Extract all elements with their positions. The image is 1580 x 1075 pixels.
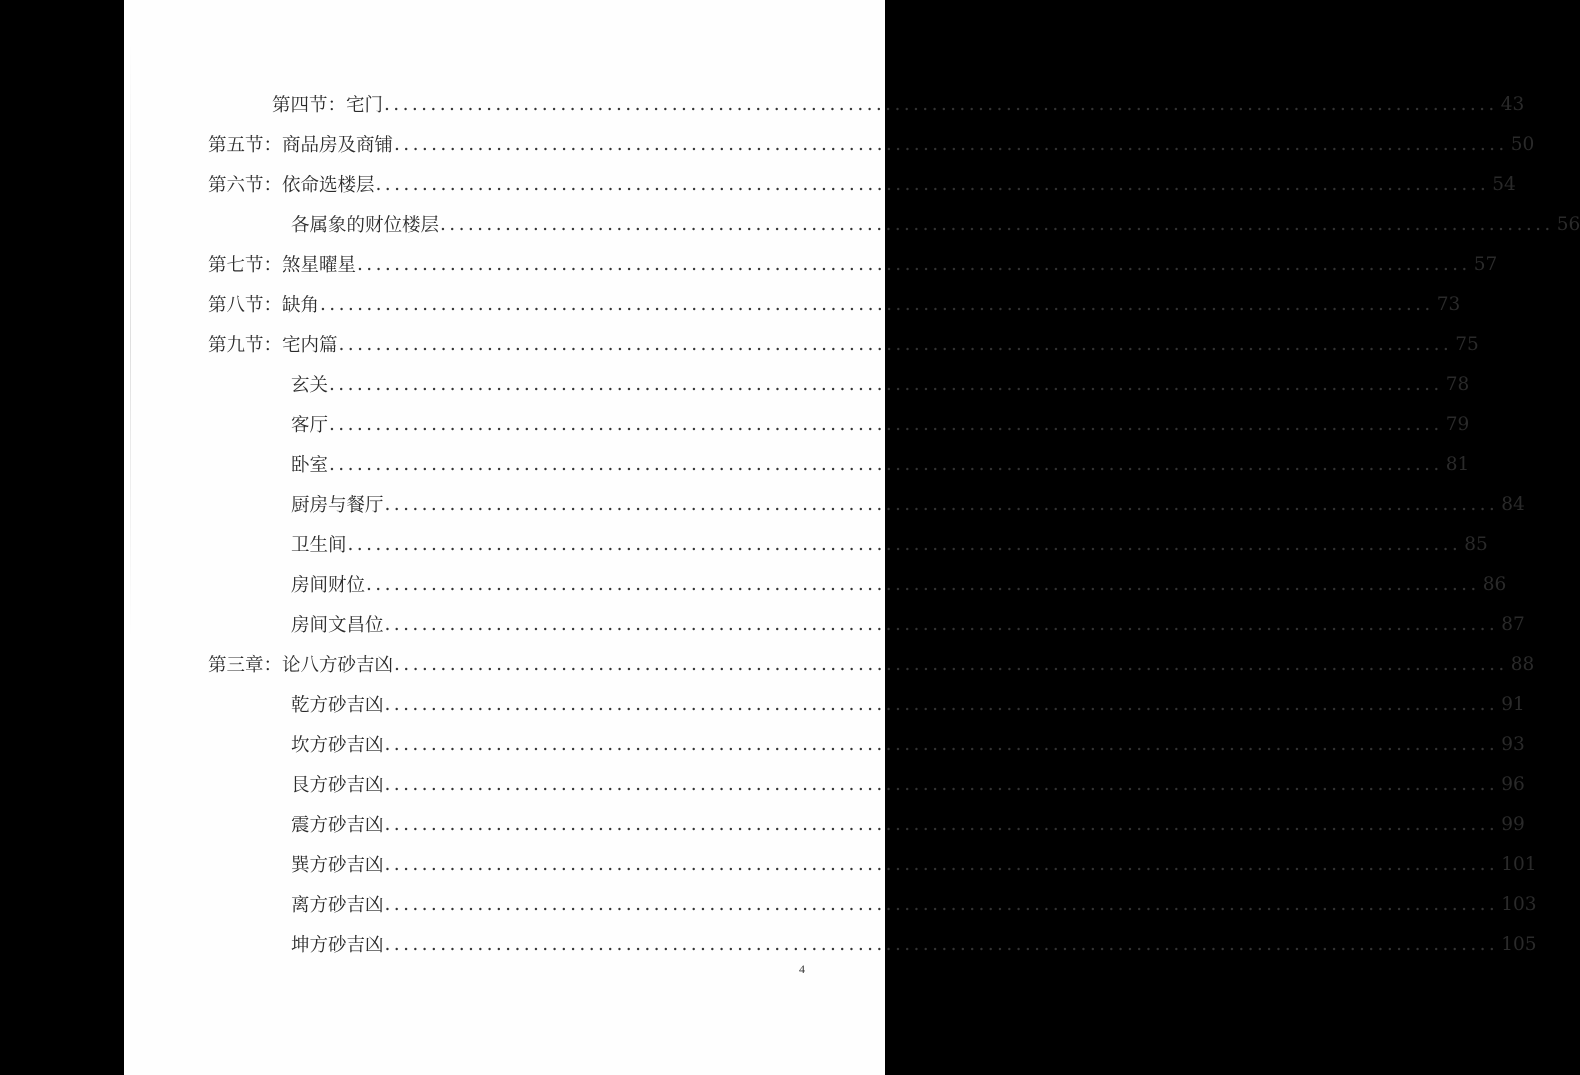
dot-leader: ........................................................................................................................ [394, 653, 1508, 675]
toc-entry-title: 房间文昌位 [291, 615, 384, 636]
toc-entry-title: 乾方砂吉凶 [291, 695, 384, 716]
toc-entry-sub [291, 924, 1537, 964]
toc-entry-page: 88 [1510, 653, 1535, 675]
dot-leader: ........................................................................................................................ [384, 813, 1499, 835]
toc-entry-page: 78 [1445, 373, 1470, 395]
dot-leader: ........................................................................................................................ [384, 93, 1498, 115]
toc-entry-title: 坎方砂吉凶 [291, 735, 384, 756]
toc-entry-page: 99 [1501, 813, 1525, 835]
dot-leader: ........................................................................................................................ [329, 453, 1443, 475]
toc-entry-page: 101 [1501, 853, 1537, 875]
toc-entry-sub [291, 564, 1507, 604]
dot-leader: ........................................................................................................................ [347, 533, 1462, 555]
toc-entry-page: 84 [1501, 493, 1525, 515]
toc-entry-title: 缺角 [282, 295, 320, 316]
toc-entry-sub [291, 804, 1525, 844]
dot-leader: ........................................................................................................................ [384, 893, 1499, 915]
dot-leader: ........................................................................................................................ [329, 373, 1443, 395]
dot-leader: ........................................................................................................................ [338, 333, 1453, 355]
toc-entry-title: 坤方砂吉凶 [291, 935, 384, 956]
toc-entry-sub [291, 204, 1580, 244]
toc-entry-title: 依命选楼层 [282, 175, 375, 196]
toc-entry-title: 论八方砂吉凶 [282, 655, 394, 676]
toc-entry-page: 85 [1464, 533, 1488, 555]
toc-entry-prefix: 第九节： [208, 335, 283, 356]
toc-entry-page: 103 [1501, 893, 1537, 915]
toc-entry-title: 客厅 [291, 415, 329, 436]
toc-entry-title: 卧室 [291, 455, 329, 476]
toc-entry-title: 艮方砂吉凶 [291, 775, 384, 796]
toc-entry-sub [291, 364, 1470, 404]
toc-entry-title: 离方砂吉凶 [291, 895, 384, 916]
toc-entry-page: 81 [1445, 453, 1470, 475]
dot-leader: ........................................................................................................................ [375, 173, 1490, 195]
dot-leader: ........................................................................................................................ [366, 573, 1480, 595]
toc-entry-page: 96 [1501, 773, 1525, 795]
dot-leader: ........................................................................................................................ [384, 773, 1499, 795]
toc-entry-section-8 [208, 284, 1461, 324]
toc-entry-section-6 [208, 164, 1516, 204]
dot-leader: ........................................................................................................................ [384, 933, 1499, 955]
toc-entry-sub [291, 524, 1488, 564]
toc-entry-section-7 [208, 244, 1498, 284]
dot-leader: ........................................................................................................................ [384, 853, 1499, 875]
toc-entry-page: 73 [1436, 293, 1461, 315]
toc-entry-section-4-gate [272, 84, 1525, 124]
toc-entry-title: 各属象的财位楼层 [291, 215, 440, 236]
toc-entry-page: 43 [1500, 93, 1525, 115]
dot-leader: ........................................................................................................................ [384, 613, 1499, 635]
toc-entry-sub [291, 724, 1525, 764]
toc-entry-title: 玄关 [291, 375, 329, 396]
dot-leader: ........................................................................................................................ [384, 493, 1499, 515]
toc-entry-title: 巽方砂吉凶 [291, 855, 384, 876]
dot-leader: ........................................................................................................................ [329, 413, 1443, 435]
dot-leader: ........................................................................................................................ [384, 733, 1499, 755]
toc-entry-prefix: 第七节： [208, 255, 283, 276]
dot-leader: ........................................................................................................................ [440, 213, 1554, 235]
toc-entry-page: 57 [1473, 253, 1498, 275]
toc-entry-page: 79 [1445, 413, 1470, 435]
toc-entry-title: 厨房与餐厅 [291, 495, 384, 516]
toc-entry-title: 第四节：宅门 [272, 95, 384, 116]
page-number: 4 [799, 962, 805, 976]
toc-entry-prefix: 第五节： [208, 135, 283, 156]
toc-entry-title: 卫生间 [291, 535, 347, 556]
toc-entry-sub [291, 444, 1470, 484]
document-page [124, 0, 1580, 1075]
toc-entry-prefix: 第八节： [208, 295, 283, 316]
toc-entry-sub [291, 484, 1525, 524]
toc-entry-sub [291, 844, 1537, 884]
toc-entry-page: 50 [1510, 133, 1535, 155]
toc-entry-prefix: 第六节： [208, 175, 283, 196]
toc-entry-chapter-3 [208, 644, 1535, 684]
toc-entry-section-9 [208, 324, 1479, 364]
dot-leader: ........................................................................................................................ [384, 693, 1499, 715]
toc-entry-page: 54 [1492, 173, 1516, 195]
toc-entry-page: 75 [1455, 333, 1479, 355]
toc-entry-title: 煞星曜星 [282, 255, 357, 276]
toc-entry-sub [291, 404, 1470, 444]
toc-entry-sub [291, 684, 1525, 724]
toc-entry-page: 105 [1501, 933, 1537, 955]
toc-entry-sub [291, 884, 1537, 924]
toc-entry-page: 56 [1556, 213, 1580, 235]
toc-entry-section-5 [208, 124, 1535, 164]
dot-leader: ........................................................................................................................ [357, 253, 1471, 275]
dot-leader: ........................................................................................................................ [394, 133, 1508, 155]
toc-entry-title: 房间财位 [291, 575, 366, 596]
toc-entry-prefix: 第三章： [208, 655, 283, 676]
toc-entry-page: 86 [1482, 573, 1507, 595]
scan-artifact-line [130, 40, 131, 640]
toc-entry-title: 震方砂吉凶 [291, 815, 384, 836]
toc-entry-sub [291, 604, 1525, 644]
toc-entry-page: 87 [1501, 613, 1525, 635]
toc-entry-title: 宅内篇 [282, 335, 338, 356]
dot-leader: ........................................................................................................................ [320, 293, 1434, 315]
toc-entry-sub [291, 764, 1525, 804]
toc-entry-title: 商品房及商铺 [282, 135, 394, 156]
toc-entry-page: 93 [1501, 733, 1525, 755]
toc-entry-page: 91 [1501, 693, 1525, 715]
